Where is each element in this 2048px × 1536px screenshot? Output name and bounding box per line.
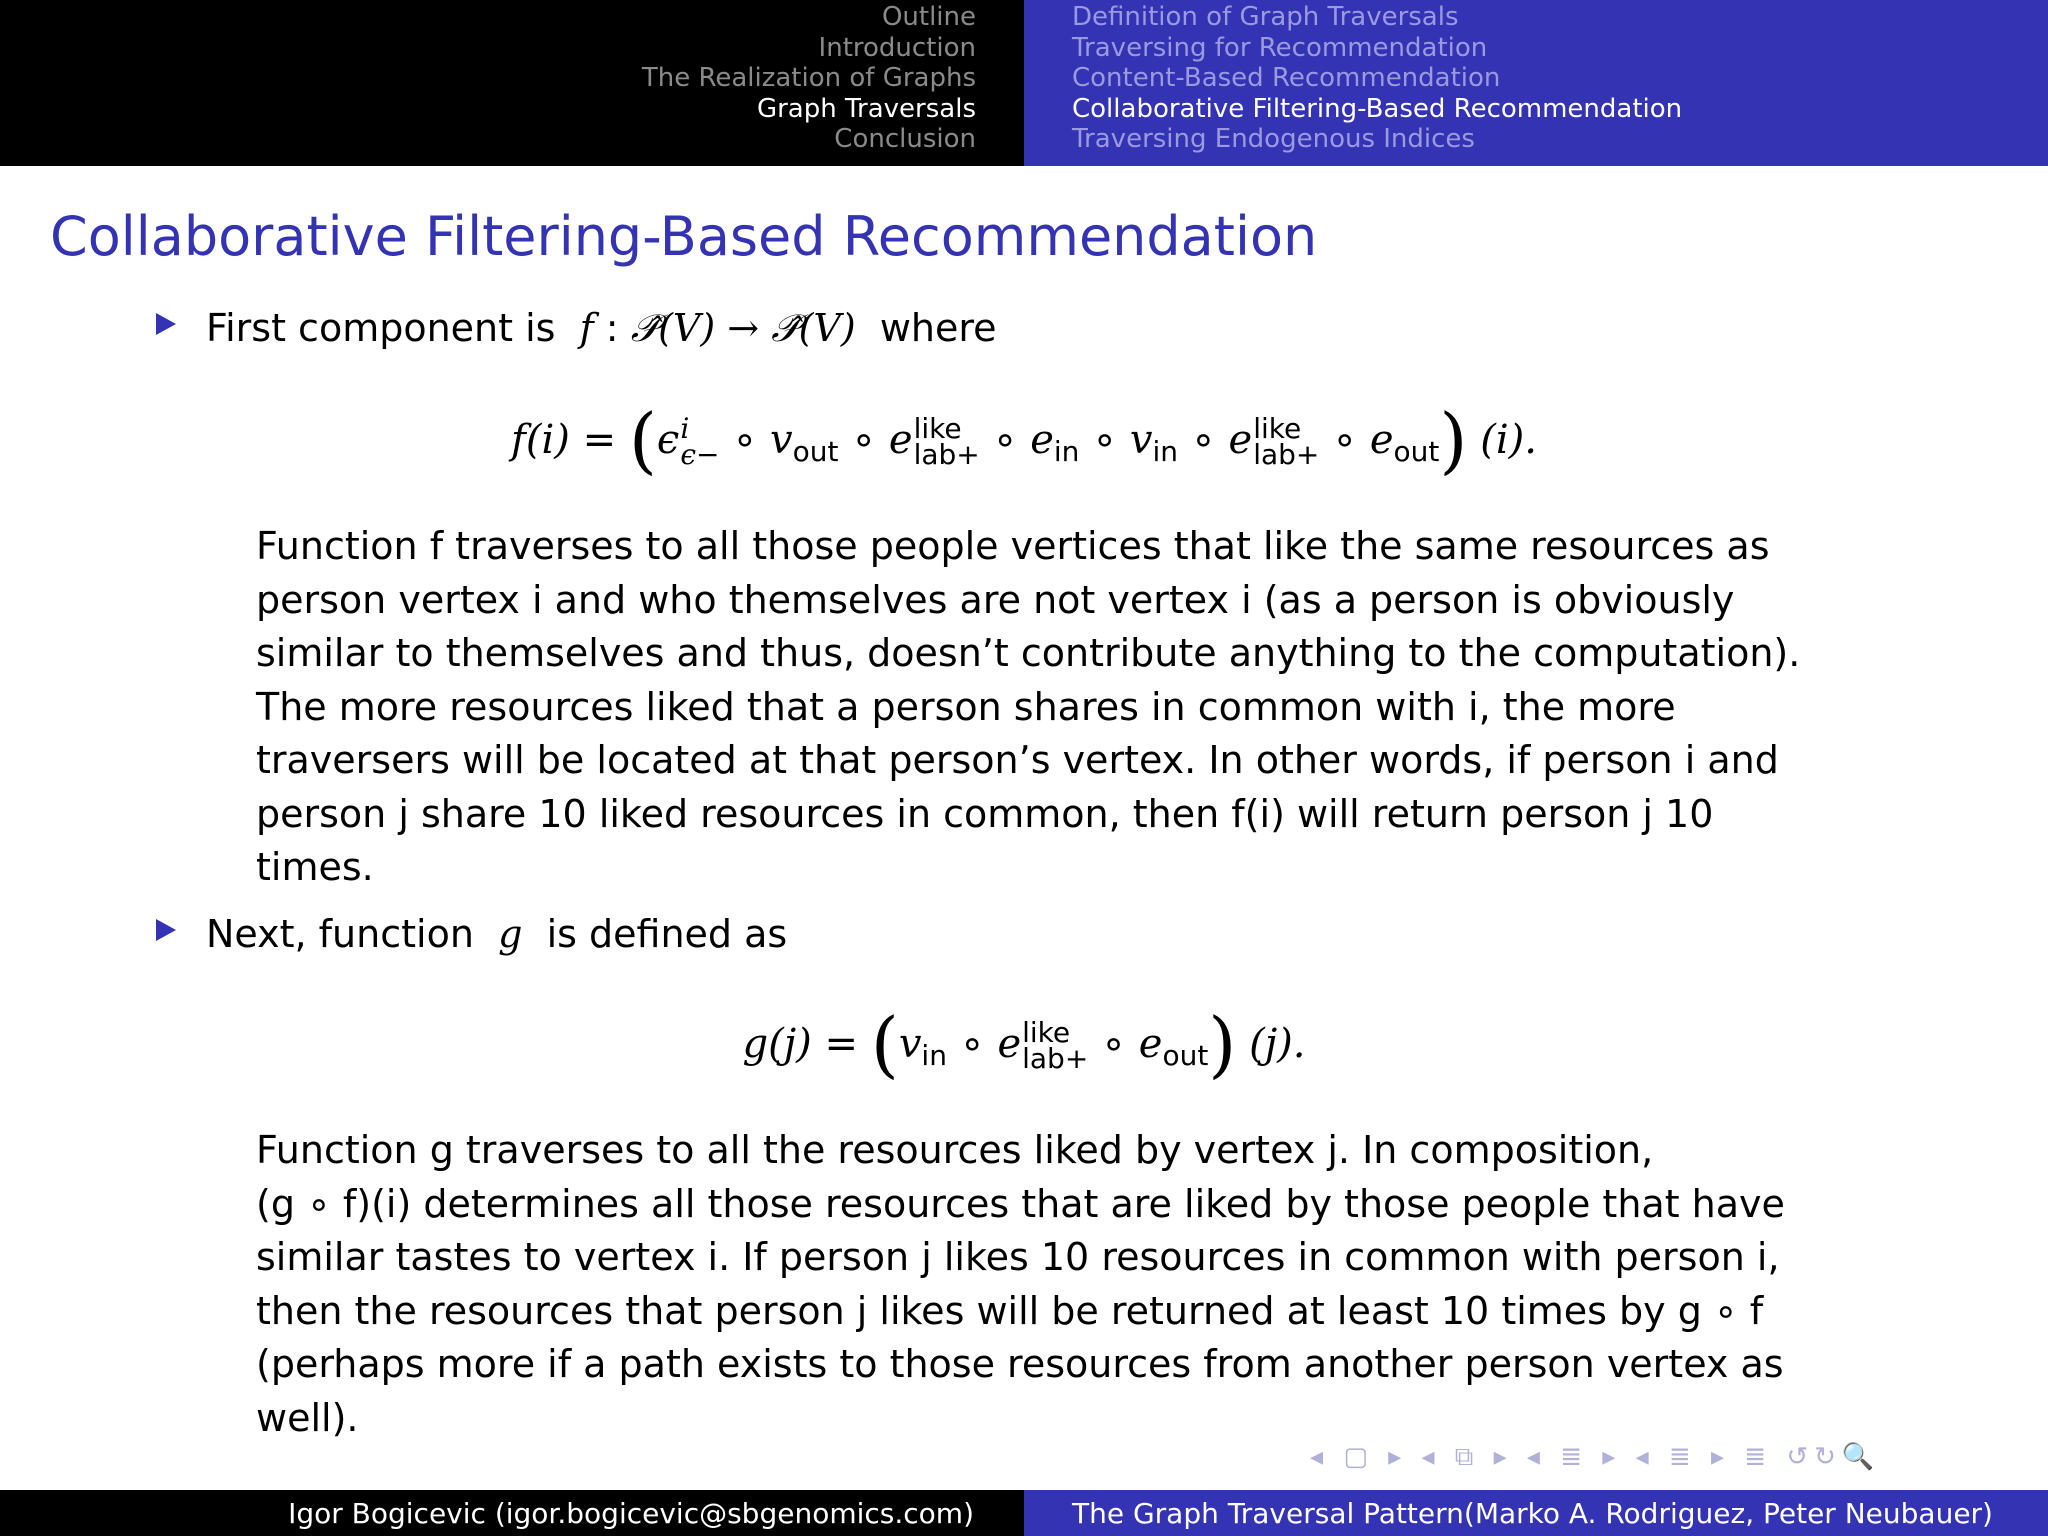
frame-title: Collaborative Filtering-Based Recommendation: [50, 205, 1318, 268]
bullet-2-prefix: Next, function: [206, 912, 474, 956]
beamer-navigation-symbols[interactable]: ◂ ▢ ▸ ◂ ⧉ ▸ ◂ ≣ ▸ ◂ ≣ ▸ ≣ ↺↻🔍: [1310, 1442, 1881, 1472]
equation-g: $g(j) = (v_{in}$ ∘ e like lab+ ∘ $e_{out}$) (j).: [742, 1002, 1306, 1086]
nav-subsection-definition[interactable]: Definition of Graph Traversals: [1072, 2, 1459, 32]
bullet-1-suffix: where: [879, 306, 997, 350]
paragraph-line: person j share 10 liked resources in common, then f(i) will return person j 10: [256, 791, 1714, 836]
bullet-item-1: [206, 302, 1928, 356]
paragraph-line: similar to themselves and thus, doesn’t contribute anything to the computation).: [256, 631, 1801, 675]
nav-subsection-endogenous[interactable]: Traversing Endogenous Indices: [1072, 124, 1475, 154]
slide-footer: [0, 1490, 2048, 1536]
nav-section-graph-traversals[interactable]: Graph Traversals: [756, 93, 976, 124]
bullet-item-2: [206, 908, 1928, 962]
section-navigation: [0, 0, 1024, 166]
paragraph-f-explanation: [256, 520, 1876, 895]
bullet-1-prefix: First component is: [206, 306, 556, 350]
paragraph-line: times.: [256, 845, 374, 889]
paragraph-line: Function g traverses to all the resources liked by vertex j. In composition,: [256, 1128, 1654, 1172]
nav-section-realization[interactable]: The Realization of Graphs: [641, 63, 976, 93]
paragraph-line: Function f traverses to all those people vertices that like the same resources as: [256, 524, 1770, 568]
footer-author: Igor Bogicevic (igor.bogicevic@sbgenomics.com): [288, 1497, 974, 1530]
bullet-1-math: f : 𝒫̂(V) → 𝒫̂(V): [567, 306, 868, 350]
bullet-2-suffix: is defined as: [546, 912, 788, 956]
paragraph-line: person vertex i and who themselves are not vertex i (as a person is obviously: [256, 577, 1735, 622]
bullet-triangle-icon: [156, 919, 176, 941]
nav-section-conclusion[interactable]: Conclusion: [834, 124, 976, 154]
nav-section-introduction[interactable]: Introduction: [818, 32, 976, 63]
paragraph-line: (g ∘ f)(i) determines all those resources that are liked by those people that have: [256, 1181, 1785, 1226]
nav-section-outline[interactable]: Outline: [881, 2, 976, 32]
footer-title: The Graph Traversal Pattern(Marko A. Rodriguez, Peter Neubauer): [1072, 1497, 1993, 1530]
paragraph-line: The more resources liked that a person shares in common with i, the more: [256, 684, 1676, 729]
equation-f: f(i) = (ϵ i ϵ− ∘ $v_{out}$ ∘ e like lab+ ∘ $e_{in}$ ∘ $v_{in}$ ∘ e like lab+ ∘ $e_{out}$) (i).: [511, 398, 1537, 482]
nav-subsection-recommendation[interactable]: Traversing for Recommendation: [1072, 32, 1488, 63]
nav-subsection-content-based[interactable]: Content-Based Recommendation: [1072, 63, 1501, 93]
paragraph-line: similar tastes to vertex i. If person j likes 10 resources in common with person i,: [256, 1235, 1780, 1279]
slide-header: [0, 0, 2048, 166]
paragraph-line: (perhaps more if a path exists to those resources from another person vertex as: [256, 1342, 1784, 1386]
paragraph-line: well).: [256, 1395, 359, 1440]
paragraph-g-explanation: [256, 1124, 1876, 1445]
nav-subsection-collaborative[interactable]: Collaborative Filtering-Based Recommendation: [1072, 93, 1683, 124]
subsection-navigation: [1024, 0, 2048, 166]
bullet-triangle-icon: [156, 313, 176, 335]
paragraph-line: then the resources that person j likes will be returned at least 10 times by g ∘ f: [256, 1288, 1764, 1333]
paragraph-line: traversers will be located at that person’s vertex. In other words, if person i and: [256, 738, 1779, 782]
bullet-2-math: g: [486, 912, 535, 956]
